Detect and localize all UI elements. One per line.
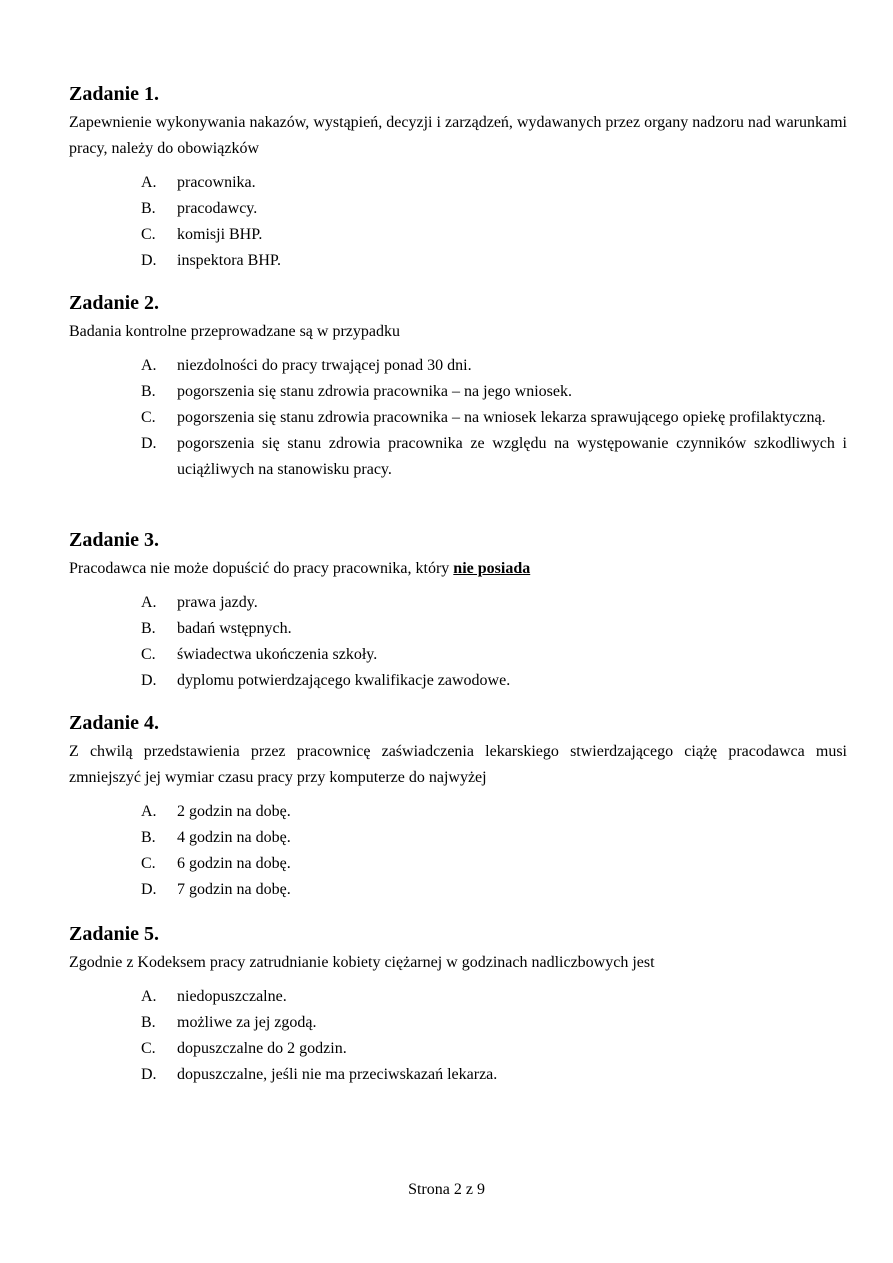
answer-text: pogorszenia się stanu zdrowia pracownika – na wniosek lekarza sprawującego opiekę profilaktyczną.: [177, 409, 826, 426]
answer-option-c: [69, 851, 847, 877]
answer-letter: A.: [141, 803, 157, 820]
answer-letter: D.: [141, 435, 157, 452]
answer-text: 7 godzin na dobę.: [177, 881, 291, 898]
answer-letter: B.: [141, 200, 156, 217]
task-title: Zadanie 1.: [69, 83, 160, 105]
answer-option-b: [69, 1010, 847, 1036]
task-question: Z chwilą przedstawienia przez pracownicę zaświadczenia lekarskiego stwierdzającego ciążę pracodawca musi zmniejszyć jej wymiar czasu pracy przy komputerze do najwyżej: [69, 743, 847, 786]
answer-option-c: [69, 1036, 847, 1062]
answer-text: dopuszczalne, jeśli nie ma przeciwskazań lekarza.: [177, 1066, 498, 1083]
answer-text: 2 godzin na dobę.: [177, 803, 291, 820]
answer-option-d: [69, 1062, 847, 1088]
answer-option-c: [69, 642, 847, 668]
answer-text: 6 godzin na dobę.: [177, 855, 291, 872]
answer-letter: A.: [141, 174, 157, 191]
answer-option-a: [69, 984, 847, 1010]
answer-text: prawa jazdy.: [177, 594, 258, 611]
answer-text: dyplomu potwierdzającego kwalifikacje zawodowe.: [177, 672, 511, 689]
answer-letter: B.: [141, 829, 156, 846]
answer-letter: A.: [141, 357, 157, 374]
answer-letter: D.: [141, 1066, 157, 1083]
answer-letter: D.: [141, 252, 157, 269]
task-4: [69, 711, 847, 903]
task-question: [69, 556, 847, 582]
answer-list: [69, 170, 847, 274]
answer-letter: C.: [141, 855, 156, 872]
task-title: Zadanie 2.: [69, 292, 160, 314]
answer-text: badań wstępnych.: [177, 620, 292, 637]
answer-text: pracodawcy.: [177, 200, 258, 217]
answer-text: pogorszenia się stanu zdrowia pracownika ze względu na występowanie czynników szkodliwych i uciążliwych na stanowisku pracy.: [177, 435, 847, 478]
answer-text: pogorszenia się stanu zdrowia pracownika – na jego wniosek.: [177, 383, 572, 400]
answer-letter: D.: [141, 881, 157, 898]
answer-text: komisji BHP.: [177, 226, 263, 243]
task-title: Zadanie 5.: [69, 923, 160, 945]
answer-option-b: [69, 379, 847, 405]
question-emphasis: nie posiada: [453, 560, 531, 577]
answer-text: niezdolności do pracy trwającej ponad 30 dni.: [177, 357, 472, 374]
answer-text: inspektora BHP.: [177, 252, 281, 269]
answer-option-b: [69, 616, 847, 642]
answer-list: [69, 984, 847, 1088]
answer-letter: C.: [141, 1040, 156, 1057]
answer-text: dopuszczalne do 2 godzin.: [177, 1040, 347, 1057]
answer-letter: B.: [141, 383, 156, 400]
answer-letter: C.: [141, 646, 156, 663]
task-question: Zgodnie z Kodeksem pracy zatrudnianie kobiety ciężarnej w godzinach nadliczbowych jest: [69, 954, 655, 971]
answer-option-d: [69, 668, 847, 694]
task-question: Zapewnienie wykonywania nakazów, wystąpień, decyzji i zarządzeń, wydawanych przez organy nadzoru nad warunkami pracy, należy do obowiązków: [69, 114, 847, 157]
answer-letter: B.: [141, 1014, 156, 1031]
answer-option-b: [69, 825, 847, 851]
answer-letter: C.: [141, 409, 156, 426]
task-title: Zadanie 3.: [69, 529, 160, 551]
answer-letter: B.: [141, 620, 156, 637]
answer-option-b: [69, 196, 847, 222]
answer-option-a: [69, 170, 847, 196]
page-number: Strona 2 z 9: [408, 1181, 485, 1198]
answer-text: możliwe za jej zgodą.: [177, 1014, 317, 1031]
answer-option-d: [69, 877, 847, 903]
answer-letter: A.: [141, 594, 157, 611]
answer-letter: C.: [141, 226, 156, 243]
answer-option-d: [69, 431, 847, 483]
answer-option-a: [69, 353, 847, 379]
answer-option-c: [69, 405, 847, 431]
answer-text: świadectwa ukończenia szkoły.: [177, 646, 378, 663]
task-5: [69, 922, 847, 1088]
answer-text: 4 godzin na dobę.: [177, 829, 291, 846]
answer-list: [69, 799, 847, 903]
task-2: [69, 291, 847, 483]
task-title: Zadanie 4.: [69, 712, 160, 734]
task-1: [69, 82, 847, 274]
answer-text: pracownika.: [177, 174, 256, 191]
answer-option-a: [69, 799, 847, 825]
answer-text: niedopuszczalne.: [177, 988, 287, 1005]
answer-option-c: [69, 222, 847, 248]
answer-list: [69, 590, 847, 694]
answer-letter: D.: [141, 672, 157, 689]
answer-list: [69, 353, 847, 483]
answer-letter: A.: [141, 988, 157, 1005]
answer-option-a: [69, 590, 847, 616]
question-text: Pracodawca nie może dopuścić do pracy pracownika, który: [69, 560, 450, 577]
task-question: Badania kontrolne przeprowadzane są w przypadku: [69, 323, 400, 340]
task-3: [69, 528, 847, 694]
answer-option-d: [69, 248, 847, 274]
